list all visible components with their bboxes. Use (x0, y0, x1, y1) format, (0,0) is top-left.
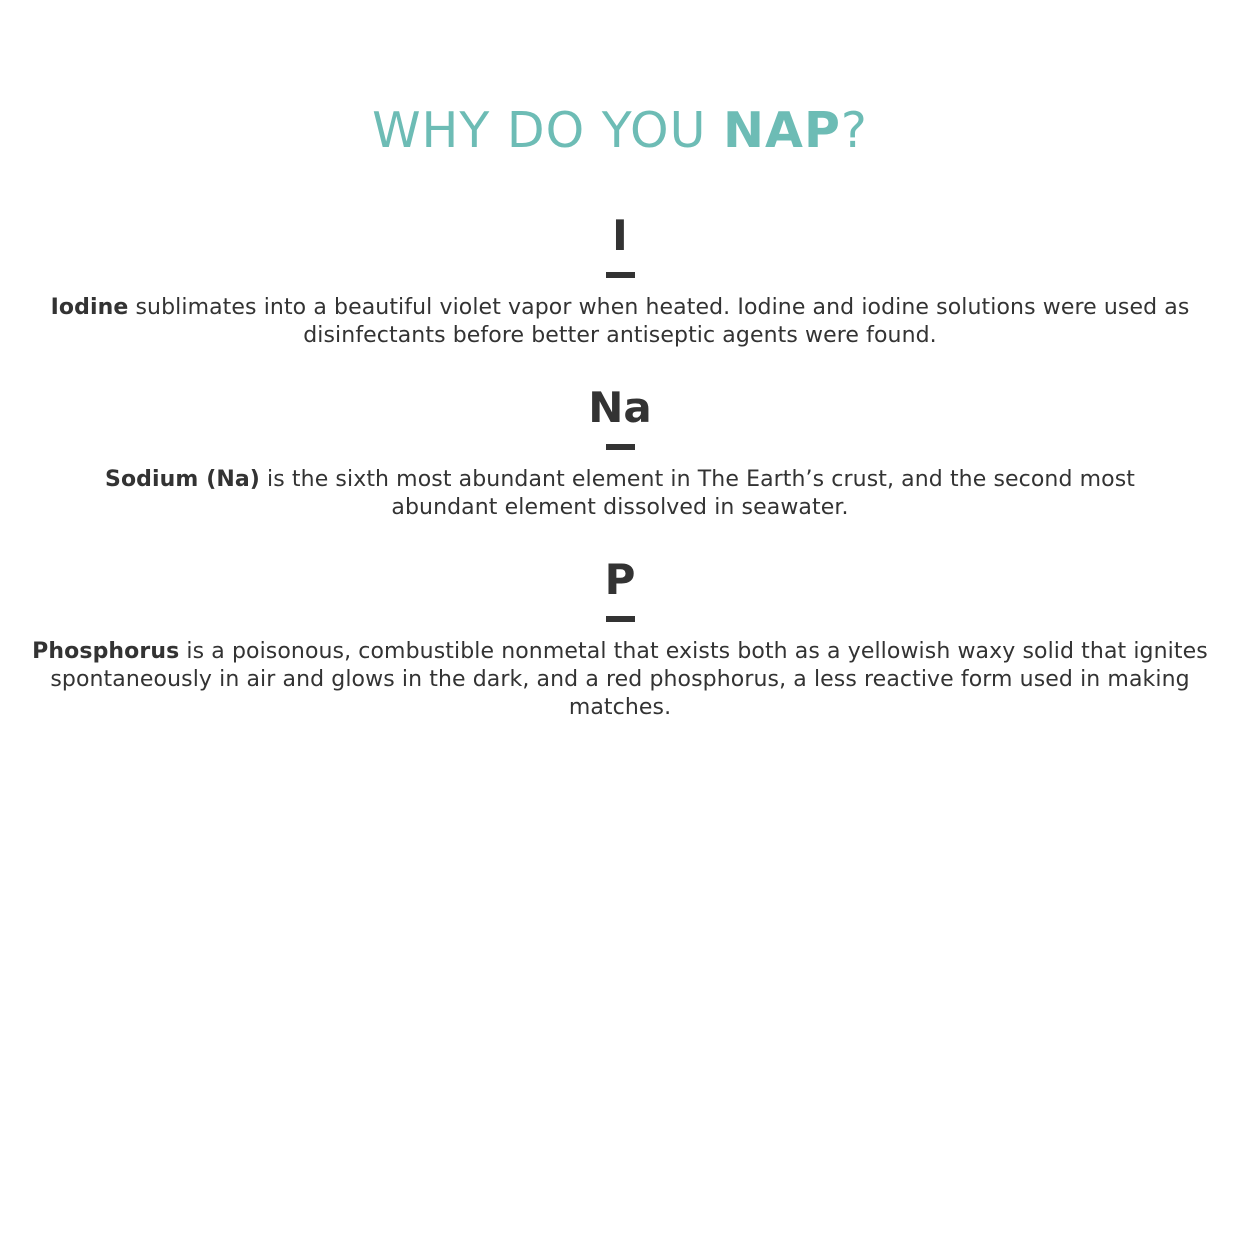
title-highlight: NAP (723, 102, 841, 159)
element-description (60, 466, 1180, 522)
divider-dash (606, 616, 635, 622)
element-section-sodium (0, 383, 1240, 522)
divider-dash (606, 272, 635, 278)
element-text: sublimates into a beautiful violet vapor when heated. Iodine and iodine solutions were used as disinfectants before better antiseptic agents were found. (128, 295, 1190, 348)
element-term: Sodium (Na) (105, 467, 260, 492)
element-text: is the sixth most abundant element in The Earth’s crust, and the second most abundant element dissolved in seawater. (259, 467, 1135, 520)
element-term: Phosphorus (32, 639, 180, 664)
title-prefix: WHY DO YOU (372, 102, 724, 159)
element-description (40, 294, 1200, 350)
element-term: Iodine (50, 295, 129, 320)
element-text: is a poisonous, combustible nonmetal that exists both as a yellowish waxy solid that ignites spontaneously in air and glows in the dark, and a red phosphorus, a less reactive form used in making matches. (50, 639, 1208, 720)
title-suffix: ? (840, 102, 868, 159)
element-symbol: P (604, 555, 636, 604)
element-description (22, 638, 1218, 722)
element-section-phosphorus (0, 555, 1240, 722)
element-section-iodine (0, 211, 1240, 350)
page-title (0, 100, 1240, 162)
element-symbol: I (612, 211, 628, 260)
divider-dash (606, 444, 635, 450)
element-symbol: Na (588, 383, 652, 432)
